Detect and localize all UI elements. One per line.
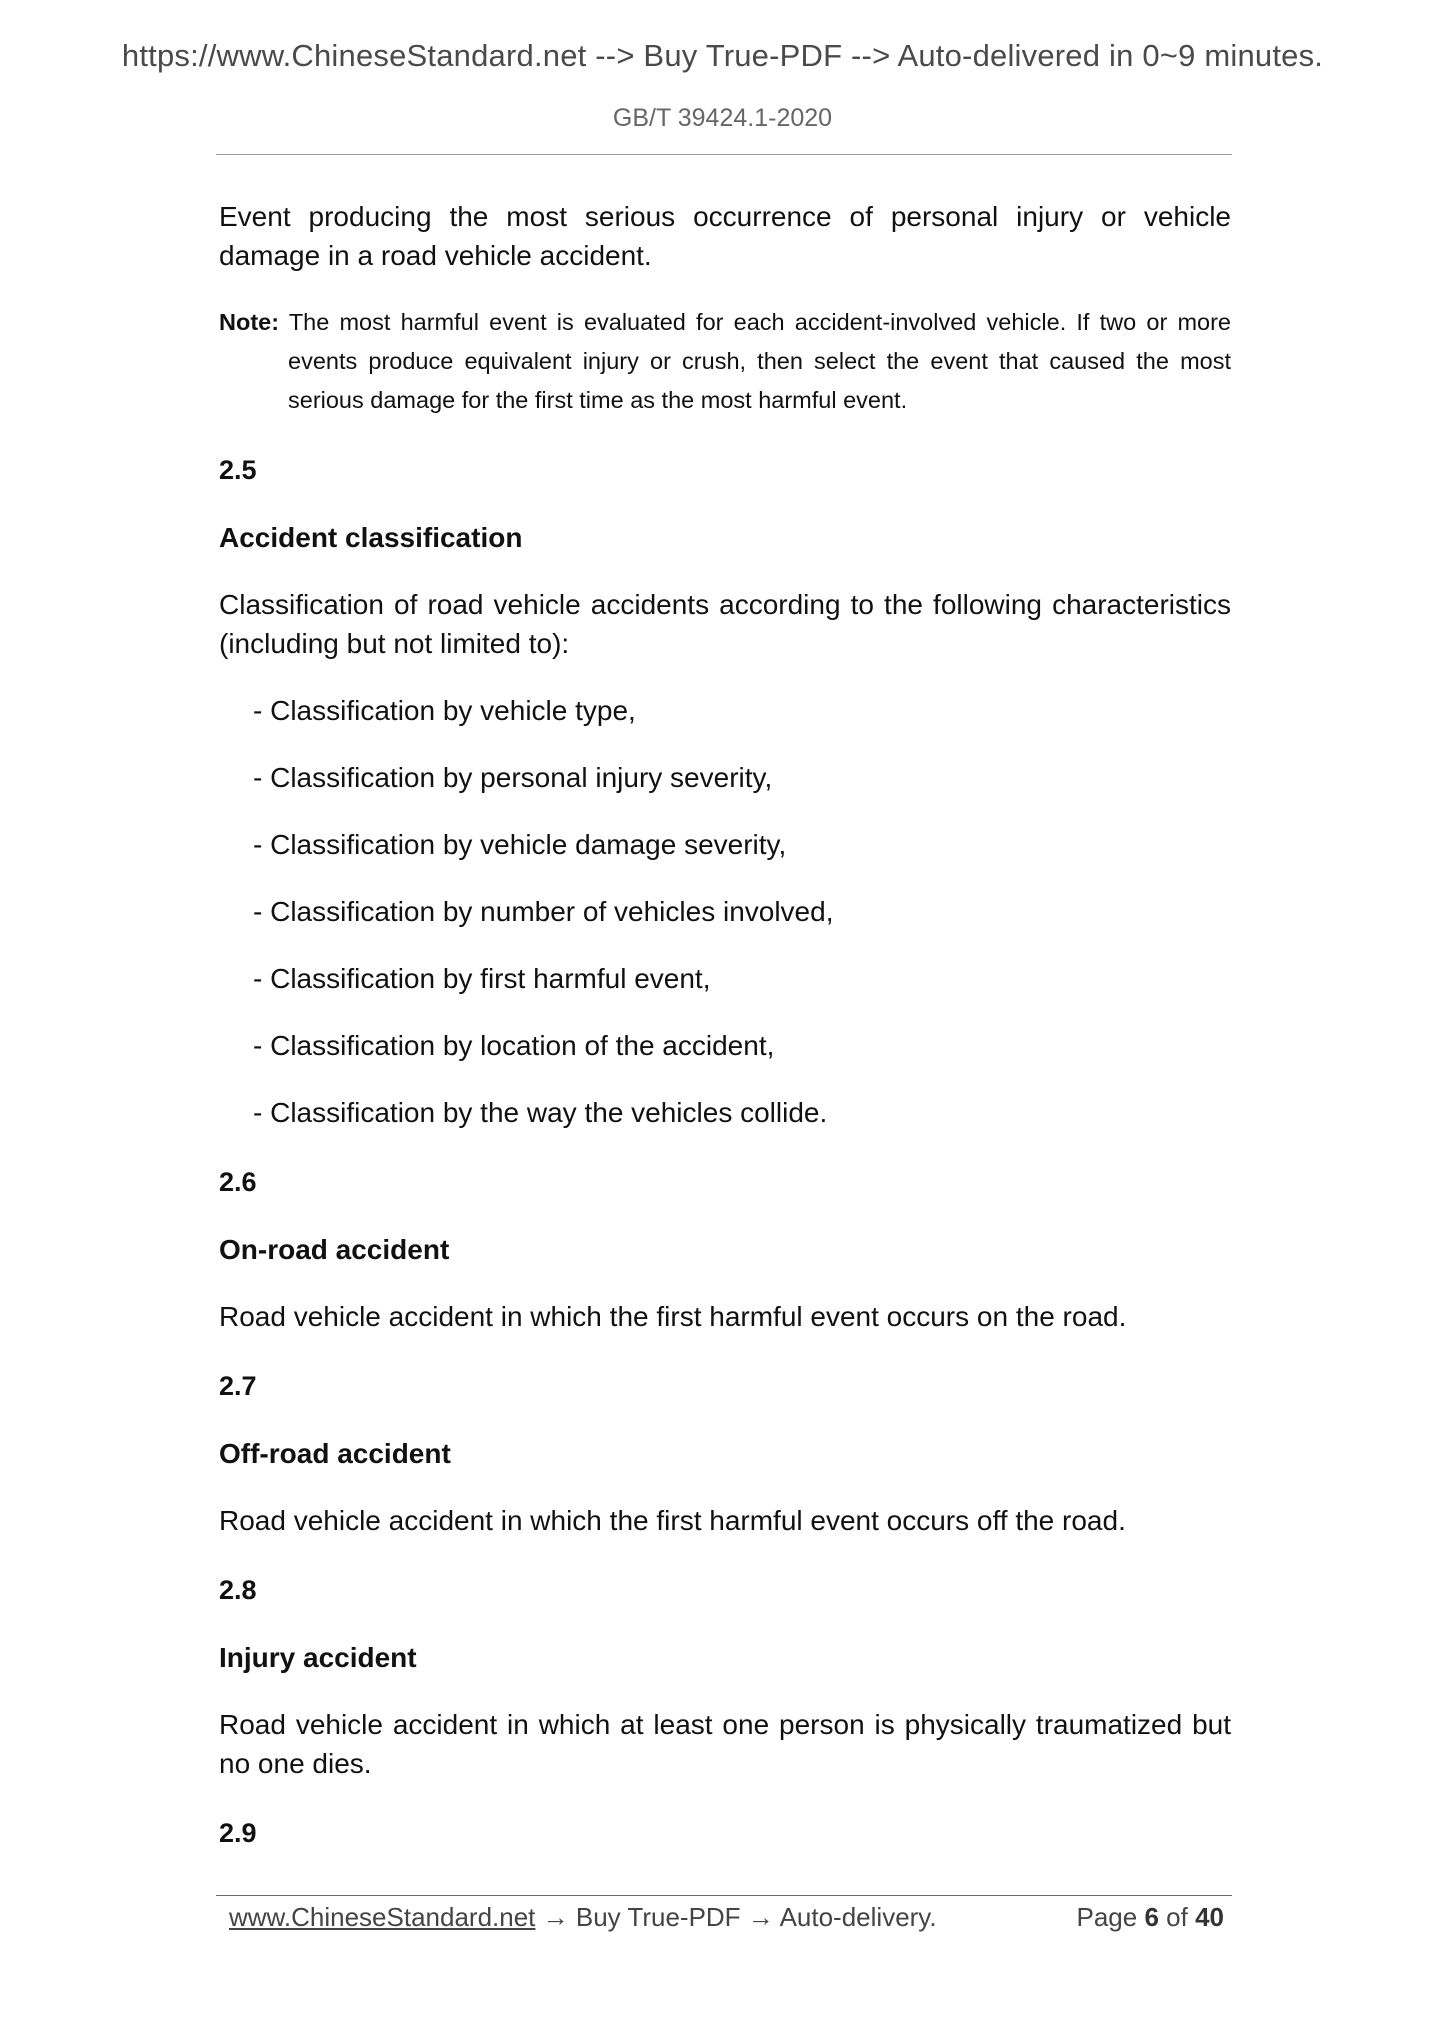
list-item: - Classification by personal injury severity, (253, 762, 773, 793)
list-item: - Classification by vehicle damage severity, (253, 829, 787, 860)
classification-list (219, 691, 1231, 1132)
list-item: - Classification by first harmful event, (253, 963, 711, 994)
section-number: 2.8 (219, 1575, 257, 1605)
footer-site-link[interactable]: www.ChineseStandard.net (229, 1902, 536, 1932)
section-title: Off-road accident (219, 1438, 451, 1469)
page-label: Page (1076, 1902, 1138, 1932)
top-banner: https://www.ChineseStandard.net --> Buy True-PDF --> Auto-delivered in 0~9 minutes. (121, 38, 1324, 73)
document-code: GB/T 39424.1-2020 (612, 104, 833, 132)
note-text: The most harmful event is evaluated for each accident-involved vehicle. If two or more events produce equivalent injury or crush, then select the event that caused the most serious damage for the first time as the most harmful event. (288, 309, 1232, 413)
footer-left (229, 1897, 937, 1937)
section-text: Road vehicle accident in which the first harmful event occurs on the road. (219, 1301, 1127, 1332)
section-text: Classification of road vehicle accidents according to the following characteristics (including but not limited to): (219, 589, 1231, 659)
list-item: - Classification by location of the accident, (253, 1030, 775, 1061)
list-item: - Classification by vehicle type, (253, 695, 636, 726)
section-number: 2.9 (219, 1818, 257, 1848)
section-number: 2.5 (219, 455, 257, 485)
page-content (219, 197, 1231, 1853)
footer-tagline: → Buy True-PDF → Auto-delivery. (535, 1902, 937, 1932)
page-indicator (1076, 1897, 1224, 1937)
note-label: Note: (219, 309, 280, 335)
list-item: - Classification by the way the vehicles collide. (253, 1097, 828, 1128)
definition-paragraph: Event producing the most serious occurrence of personal injury or vehicle damage in a road vehicle accident. (219, 201, 1231, 271)
note (219, 303, 1231, 420)
footer-divider (216, 1895, 1232, 1896)
list-item: - Classification by number of vehicles involved, (253, 896, 834, 927)
section-number: 2.7 (219, 1371, 257, 1401)
of-label: of (1166, 1902, 1188, 1932)
section-text: Road vehicle accident in which at least one person is physically traumatized but no one dies. (219, 1709, 1231, 1779)
section-text: Road vehicle accident in which the first harmful event occurs off the road. (219, 1505, 1126, 1536)
page-footer (229, 1897, 1224, 1937)
page-total: 40 (1195, 1902, 1224, 1932)
section-title: On-road accident (219, 1234, 450, 1265)
section-number: 2.6 (219, 1167, 257, 1197)
header-divider (216, 154, 1232, 155)
section-title: Injury accident (219, 1642, 417, 1673)
page-number: 6 (1144, 1902, 1159, 1932)
section-title: Accident classification (219, 522, 523, 553)
